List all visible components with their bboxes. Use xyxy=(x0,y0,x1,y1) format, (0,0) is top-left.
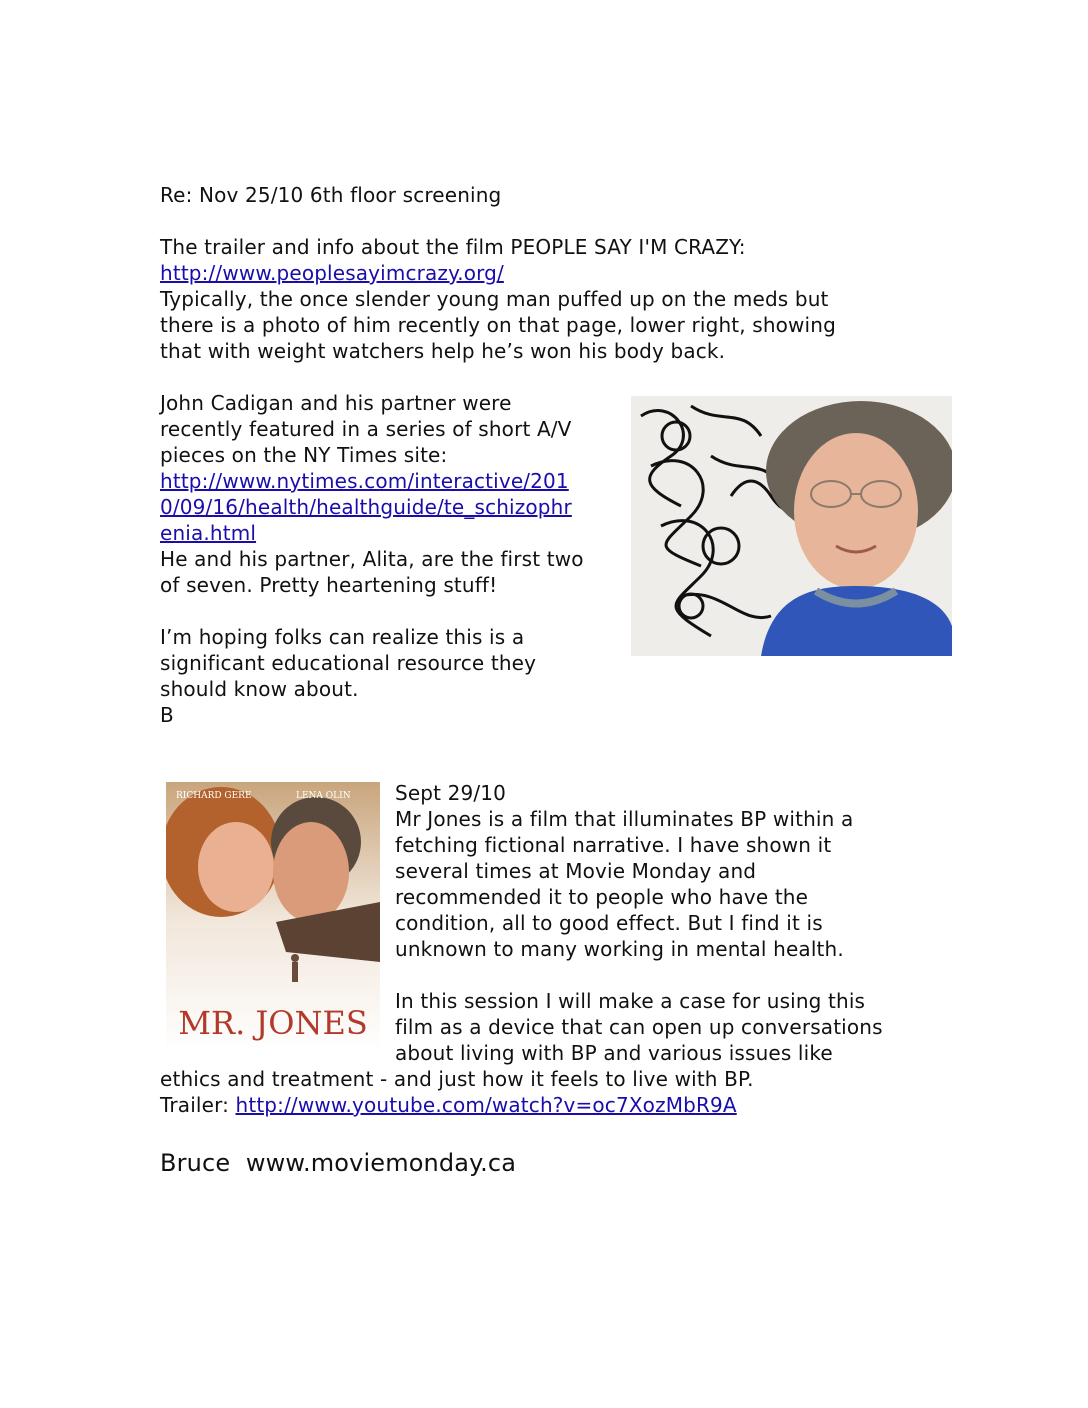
hoping-line: significant educational resource they xyxy=(160,651,537,675)
poster-credit-left: RICHARD GERE xyxy=(176,791,252,801)
mrjones-session-line: film as a device that can open up conversations xyxy=(395,1015,883,1039)
footer-name: Bruce xyxy=(160,1149,231,1177)
cadigan-text-line: John Cadigan and his partner were xyxy=(160,391,512,415)
mrjones-line: several times at Movie Monday and xyxy=(395,859,757,883)
youtube-trailer-link[interactable]: http://www.youtube.com/watch?v=oc7XozMbR9A xyxy=(235,1093,737,1117)
mrjones-line: Mr Jones is a film that illuminates BP within a xyxy=(395,807,854,831)
john-cadigan-photo xyxy=(631,396,952,656)
poster-credit-right: LENA OLIN xyxy=(296,791,351,801)
mrjones-line: unknown to many working in mental health. xyxy=(395,937,844,961)
poster-title: MR. JONES xyxy=(178,1004,368,1042)
mrjones-line: fetching fictional narrative. I have shown it xyxy=(395,833,832,857)
cadigan-after-line: of seven. Pretty heartening stuff! xyxy=(160,573,498,597)
cadigan-text-line: recently featured in a series of short A/V xyxy=(160,417,572,441)
nytimes-link[interactable]: http://www.nytimes.com/interactive/201 xyxy=(160,469,569,493)
nytimes-link[interactable]: 0/09/16/health/healthguide/te_schizophr xyxy=(160,495,572,519)
trailer-line xyxy=(160,1092,737,1118)
peoplesayimcrazy-link[interactable]: http://www.peoplesayimcrazy.org/ xyxy=(160,261,504,285)
mrjones-session-line: In this session I will make a case for using this xyxy=(395,989,866,1013)
cadigan-after-line: He and his partner, Alita, are the first two xyxy=(160,547,584,571)
intro-body-line: that with weight watchers help he’s won his body back. xyxy=(160,339,726,363)
cadigan-text-line: pieces on the NY Times site: xyxy=(160,443,448,467)
mrjones-date: Sept 29/10 xyxy=(395,781,507,805)
signoff: B xyxy=(160,703,174,727)
subject-line: Re: Nov 25/10 6th floor screening xyxy=(160,183,502,207)
intro-body-line: there is a photo of him recently on that page, lower right, showing xyxy=(160,313,836,337)
hoping-line: I’m hoping folks can realize this is a xyxy=(160,625,525,649)
mr-jones-poster xyxy=(166,782,380,1052)
hoping-line: should know about. xyxy=(160,677,359,701)
mrjones-line: recommended it to people who have the xyxy=(395,885,809,909)
mrjones-line: condition, all to good effect. But I find it is xyxy=(395,911,823,935)
intro-text: The trailer and info about the film PEOPLE SAY I'M CRAZY: xyxy=(160,235,746,259)
intro-body-line: Typically, the once slender young man puffed up on the meds but xyxy=(160,287,829,311)
mrjones-session-line: ethics and treatment - and just how it feels to live with BP. xyxy=(160,1067,754,1091)
trailer-label: Trailer: xyxy=(160,1093,229,1117)
mrjones-session-line: about living with BP and various issues like xyxy=(395,1041,833,1065)
footer-signature xyxy=(160,1148,516,1178)
footer-website: www.moviemonday.ca xyxy=(245,1149,517,1177)
nytimes-link[interactable]: enia.html xyxy=(160,521,257,545)
